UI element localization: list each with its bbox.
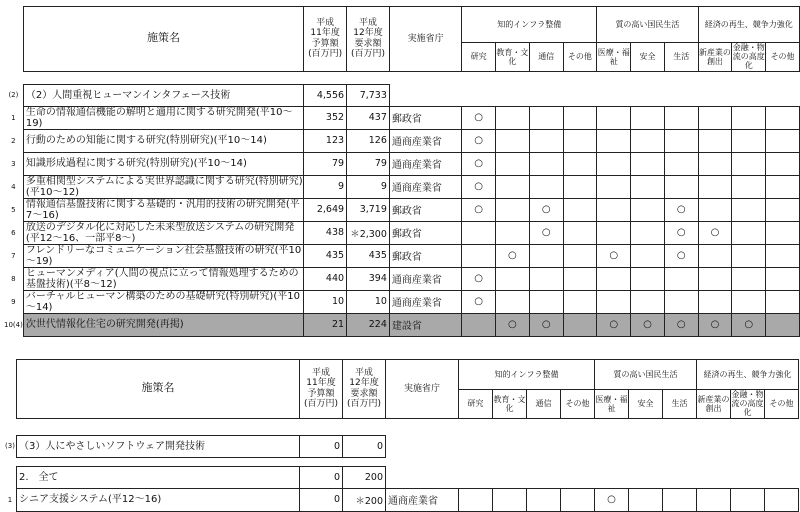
category-mark bbox=[698, 175, 732, 198]
category-mark bbox=[563, 313, 597, 336]
fy11-budget: 438 bbox=[304, 221, 347, 244]
policy-name: 行動のための知能に関する研究(特別研究)(平10～14) bbox=[23, 129, 303, 152]
fy11-budget: 2,649 bbox=[304, 198, 347, 221]
category-mark bbox=[529, 175, 563, 198]
row-number: 4 bbox=[11, 182, 16, 191]
category-mark bbox=[563, 198, 597, 221]
implementing-agency: 郵政省 bbox=[389, 106, 461, 129]
fy11-header: 平成 11年度 予算額 (百万円) bbox=[304, 7, 347, 72]
policy-name: 知識形成過程に関する研究(特別研究)(平10～14) bbox=[23, 152, 303, 175]
row-number: 8 bbox=[11, 274, 16, 283]
fy11-budget: 79 bbox=[304, 152, 347, 175]
category-mark bbox=[664, 152, 698, 175]
category-mark bbox=[563, 267, 597, 290]
category-mark: ○ bbox=[462, 129, 496, 152]
col-header: その他 bbox=[766, 43, 800, 72]
category-mark bbox=[664, 175, 698, 198]
col-header: 医療・福祉 bbox=[595, 390, 629, 419]
category-mark bbox=[529, 267, 563, 290]
policy-name: 多重相関型システムによる実世界認識に関する研究(特別研究)(平10～12) bbox=[23, 175, 303, 198]
fy12-header: 平成 12年度 要求額 (百万円) bbox=[343, 360, 386, 419]
subsection-fy11: 0 bbox=[300, 466, 343, 488]
fy12-request: ＊200 bbox=[343, 488, 386, 511]
implementing-agency: 郵政省 bbox=[389, 221, 461, 244]
category-mark: ○ bbox=[462, 152, 496, 175]
category-mark bbox=[496, 198, 530, 221]
category-mark bbox=[732, 152, 766, 175]
category-mark bbox=[631, 267, 665, 290]
category-mark bbox=[732, 267, 766, 290]
fy11-budget: 123 bbox=[304, 129, 347, 152]
category-mark bbox=[496, 175, 530, 198]
col-header: 新産業の創出 bbox=[697, 390, 731, 419]
category-mark bbox=[698, 244, 732, 267]
category-mark: ○ bbox=[732, 313, 766, 336]
category-mark bbox=[563, 290, 597, 313]
section-title: （2）人間重視ヒューマンインタフェース技術 bbox=[23, 84, 303, 106]
fy12-request: ＊2,300 bbox=[347, 221, 390, 244]
fy11-budget: 10 bbox=[304, 290, 347, 313]
category-mark bbox=[732, 106, 766, 129]
category-mark bbox=[766, 290, 800, 313]
col-header: 医療・福祉 bbox=[597, 43, 631, 72]
category-mark: ○ bbox=[462, 267, 496, 290]
category-mark bbox=[597, 267, 631, 290]
row-number: 1 bbox=[11, 113, 16, 122]
category-mark bbox=[766, 175, 800, 198]
category-mark bbox=[597, 221, 631, 244]
row-number: 9 bbox=[11, 297, 16, 306]
category-mark: ○ bbox=[698, 313, 732, 336]
category-mark bbox=[597, 129, 631, 152]
category-mark bbox=[597, 152, 631, 175]
col-header: 生活 bbox=[664, 43, 698, 72]
category-mark: ○ bbox=[462, 106, 496, 129]
category-mark bbox=[597, 198, 631, 221]
fy11-header: 平成 11年度 予算額 (百万円) bbox=[300, 360, 343, 419]
table-row bbox=[4, 175, 800, 198]
category-mark: ○ bbox=[664, 244, 698, 267]
policy-name: バーチャルヒューマン構築のための基礎研究(特別研究)(平10～14) bbox=[23, 290, 303, 313]
policy-name-header: 施策名 bbox=[17, 360, 300, 419]
fy12-request: 435 bbox=[347, 244, 390, 267]
category-mark bbox=[631, 244, 665, 267]
category-mark bbox=[563, 129, 597, 152]
category-mark: ○ bbox=[529, 198, 563, 221]
col-header: 研究 bbox=[459, 390, 493, 419]
category-mark: ○ bbox=[496, 244, 530, 267]
category-mark bbox=[631, 198, 665, 221]
col-header: その他 bbox=[563, 43, 597, 72]
category-mark bbox=[664, 267, 698, 290]
section-number: (3) bbox=[5, 442, 15, 451]
subsection-fy12: 200 bbox=[343, 466, 386, 488]
category-mark bbox=[732, 221, 766, 244]
implementing-agency: 通商産業省 bbox=[389, 129, 461, 152]
fy11-budget: 352 bbox=[304, 106, 347, 129]
category-mark bbox=[563, 106, 597, 129]
implementing-agency: 通商産業省 bbox=[389, 152, 461, 175]
fy11-budget: 440 bbox=[304, 267, 347, 290]
table-row bbox=[4, 313, 800, 336]
fy11-budget: 0 bbox=[300, 488, 343, 511]
category-mark: ○ bbox=[698, 221, 732, 244]
policy-name: 生命の情報通信機能の解明と適用に関する研究開発(平10～19) bbox=[23, 106, 303, 129]
group-header-economy: 経済の再生、競争力強化 bbox=[697, 360, 799, 390]
category-mark bbox=[496, 129, 530, 152]
col-header: 新産業の創出 bbox=[698, 43, 732, 72]
col-header: 研究 bbox=[462, 43, 496, 72]
row-number: 7 bbox=[11, 251, 16, 260]
category-mark bbox=[462, 244, 496, 267]
table-row bbox=[4, 290, 800, 313]
category-mark bbox=[529, 106, 563, 129]
group-header-economy: 経済の再生、競争力強化 bbox=[698, 7, 799, 43]
header-spacer bbox=[4, 7, 23, 72]
section-title: （3）人にやさしいソフトウェア開発技術 bbox=[17, 435, 300, 457]
implementing-agency: 建設省 bbox=[389, 313, 461, 336]
category-mark bbox=[732, 129, 766, 152]
policy-name: フレンドリーなコミュニケーション社会基盤技術の研究(平10～19) bbox=[23, 244, 303, 267]
implementing-agency: 郵政省 bbox=[389, 244, 461, 267]
category-mark bbox=[766, 129, 800, 152]
col-header: その他 bbox=[561, 390, 595, 419]
category-mark bbox=[529, 152, 563, 175]
table-row bbox=[4, 152, 800, 175]
category-mark bbox=[597, 175, 631, 198]
col-header: 安全 bbox=[631, 43, 665, 72]
category-mark bbox=[462, 313, 496, 336]
col-header: 教育・文化 bbox=[493, 390, 527, 419]
section-fy12: 0 bbox=[343, 435, 386, 457]
agency-header: 実施省庁 bbox=[386, 360, 459, 419]
col-header: 生活 bbox=[663, 390, 697, 419]
implementing-agency: 通商産業省 bbox=[389, 267, 461, 290]
category-mark bbox=[766, 152, 800, 175]
category-mark bbox=[766, 267, 800, 290]
fy12-request: 437 bbox=[347, 106, 390, 129]
row-number: 6 bbox=[11, 228, 16, 237]
category-mark bbox=[766, 221, 800, 244]
category-mark bbox=[631, 106, 665, 129]
row-number: 2 bbox=[11, 136, 16, 145]
group-header-life: 質の高い国民生活 bbox=[595, 360, 697, 390]
category-mark bbox=[597, 106, 631, 129]
category-mark bbox=[732, 198, 766, 221]
category-mark: ○ bbox=[462, 198, 496, 221]
row-number: 3 bbox=[11, 159, 16, 168]
category-mark: ○ bbox=[496, 313, 530, 336]
policy-name: 放送のデジタル化に対応した未来型放送システムの研究開発(平12～16、一部平8～) bbox=[23, 221, 303, 244]
col-header: 金融・物流の高度化 bbox=[731, 390, 764, 418]
policy-table-1 bbox=[4, 6, 800, 337]
col-header: 通信 bbox=[527, 390, 561, 419]
category-mark: ○ bbox=[462, 175, 496, 198]
fy12-request: 10 bbox=[347, 290, 390, 313]
col-header: 通信 bbox=[529, 43, 563, 72]
row-number: 10(4) bbox=[4, 313, 23, 336]
agency-header: 実施省庁 bbox=[389, 7, 461, 72]
policy-table-2 bbox=[4, 359, 799, 512]
category-mark bbox=[631, 290, 665, 313]
section-fy11: 4,556 bbox=[304, 84, 347, 106]
table-row bbox=[4, 106, 800, 129]
table-row bbox=[4, 221, 800, 244]
fy11-budget: 9 bbox=[304, 175, 347, 198]
category-mark bbox=[664, 106, 698, 129]
category-mark bbox=[698, 106, 732, 129]
table-row bbox=[4, 244, 800, 267]
policy-name: シニア支援システム(平12～16) bbox=[17, 488, 300, 511]
policy-name: ヒューマンメディア(人間の視点に立って情報処理するための基盤技術)(平8～12) bbox=[23, 267, 303, 290]
category-mark bbox=[462, 221, 496, 244]
fy12-request: 9 bbox=[347, 175, 390, 198]
fy12-request: 3,719 bbox=[347, 198, 390, 221]
category-mark bbox=[698, 129, 732, 152]
fy12-request: 394 bbox=[347, 267, 390, 290]
row-number: 1 bbox=[7, 495, 13, 504]
category-mark bbox=[496, 221, 530, 244]
category-mark bbox=[732, 175, 766, 198]
fy12-request: 224 bbox=[347, 313, 390, 336]
table-row bbox=[4, 129, 800, 152]
category-mark bbox=[631, 175, 665, 198]
category-mark: ○ bbox=[597, 313, 631, 336]
policy-name: 次世代情報化住宅の研究開発(再掲) bbox=[23, 313, 303, 336]
category-mark bbox=[766, 106, 800, 129]
col-header: 金融・物流の高度化 bbox=[732, 43, 765, 71]
category-mark bbox=[664, 290, 698, 313]
implementing-agency: 通商産業省 bbox=[389, 290, 461, 313]
category-mark: ○ bbox=[595, 488, 629, 511]
category-mark bbox=[631, 152, 665, 175]
category-mark bbox=[766, 198, 800, 221]
implementing-agency: 郵政省 bbox=[389, 198, 461, 221]
col-header: その他 bbox=[765, 390, 799, 419]
fy12-request: 126 bbox=[347, 129, 390, 152]
category-mark bbox=[631, 221, 665, 244]
category-mark bbox=[563, 244, 597, 267]
group-header-infra: 知的インフラ整備 bbox=[459, 360, 595, 390]
category-mark: ○ bbox=[664, 221, 698, 244]
section-fy11: 0 bbox=[300, 435, 343, 457]
category-mark: ○ bbox=[597, 244, 631, 267]
category-mark bbox=[631, 129, 665, 152]
category-mark bbox=[766, 244, 800, 267]
implementing-agency: 通商産業省 bbox=[386, 488, 459, 511]
category-mark: ○ bbox=[529, 221, 563, 244]
category-mark bbox=[496, 106, 530, 129]
fy11-budget: 21 bbox=[304, 313, 347, 336]
fy12-request: 79 bbox=[347, 152, 390, 175]
category-mark: ○ bbox=[529, 313, 563, 336]
section-number: (2) bbox=[8, 91, 19, 100]
category-mark bbox=[698, 198, 732, 221]
category-mark bbox=[496, 267, 530, 290]
table-row bbox=[4, 267, 800, 290]
table-row bbox=[4, 198, 800, 221]
col-header: 教育・文化 bbox=[496, 43, 530, 72]
group-header-infra: 知的インフラ整備 bbox=[462, 7, 597, 43]
implementing-agency: 通商産業省 bbox=[389, 175, 461, 198]
category-mark bbox=[698, 290, 732, 313]
category-mark bbox=[732, 244, 766, 267]
header-spacer bbox=[4, 360, 17, 419]
category-mark bbox=[664, 129, 698, 152]
category-mark bbox=[698, 267, 732, 290]
section-fy12: 7,733 bbox=[347, 84, 390, 106]
category-mark bbox=[732, 290, 766, 313]
col-header: 安全 bbox=[629, 390, 663, 419]
category-mark: ○ bbox=[664, 313, 698, 336]
category-mark bbox=[563, 152, 597, 175]
policy-name: 情報通信基盤技術に関する基礎的・汎用的技術の研究開発(平7～16) bbox=[23, 198, 303, 221]
fy11-budget: 435 bbox=[304, 244, 347, 267]
category-mark bbox=[563, 175, 597, 198]
category-mark bbox=[563, 221, 597, 244]
category-mark bbox=[496, 290, 530, 313]
policy-name-header: 施策名 bbox=[23, 7, 303, 72]
category-mark bbox=[529, 129, 563, 152]
category-mark bbox=[529, 290, 563, 313]
category-mark bbox=[496, 152, 530, 175]
subsection-title: 2. 全て bbox=[17, 466, 300, 488]
category-mark: ○ bbox=[664, 198, 698, 221]
category-mark: ○ bbox=[462, 290, 496, 313]
fy12-header: 平成 12年度 要求額 (百万円) bbox=[347, 7, 390, 72]
group-header-life: 質の高い国民生活 bbox=[597, 7, 698, 43]
category-mark bbox=[597, 290, 631, 313]
category-mark bbox=[698, 152, 732, 175]
row-number: 5 bbox=[11, 205, 16, 214]
category-mark: ○ bbox=[631, 313, 665, 336]
category-mark bbox=[529, 244, 563, 267]
category-mark bbox=[766, 313, 800, 336]
